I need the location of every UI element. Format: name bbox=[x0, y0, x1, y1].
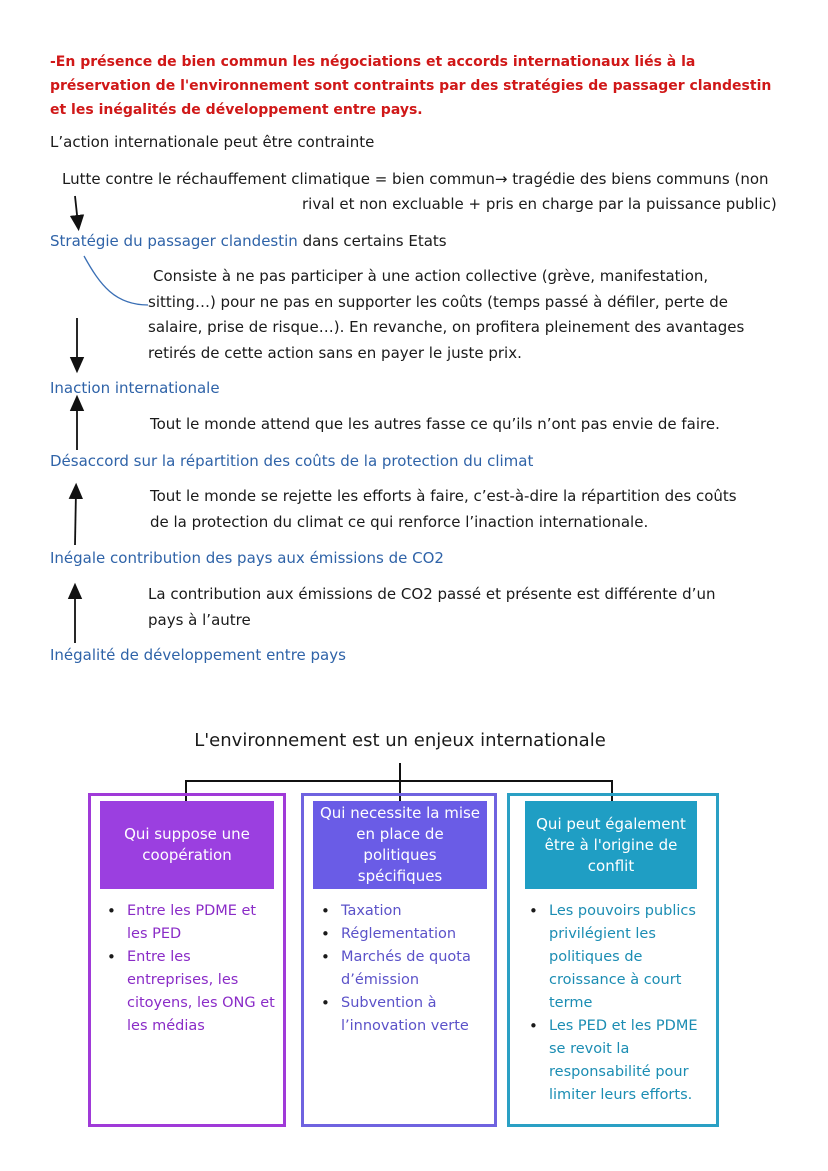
list-item: • Marchés de quota d’émission bbox=[315, 946, 490, 992]
arrow-down-lutte bbox=[75, 196, 78, 224]
inegale-text: La contribution aux émissions de CO2 passé et présente est différente d’un pays à l’autre bbox=[148, 585, 716, 629]
box-conflit-heading: Qui peut également être à l'origine de conflit bbox=[525, 801, 697, 889]
box-cooperation bbox=[88, 793, 286, 1127]
list-item: • Les PED et les PDME se revoit la responsabilité pour limiter leurs efforts. bbox=[523, 1015, 708, 1107]
box-politiques-list bbox=[315, 900, 490, 1038]
strategie-term: Stratégie du passager clandestin bbox=[50, 232, 298, 250]
list-item: • Entre les PDME et les PED bbox=[101, 900, 276, 946]
arrow-up-inegale bbox=[75, 490, 76, 545]
box-conflit bbox=[507, 793, 719, 1127]
curve-connector bbox=[84, 256, 148, 305]
box-conflit-list bbox=[523, 900, 708, 1107]
box-politiques bbox=[301, 793, 497, 1127]
box-cooperation-list bbox=[101, 900, 276, 1038]
intro-text: -En présence de bien commun les négociations et accords internationaux liés à la préservation de l'environnement sont contraints par des stratégies de passager clandestin et les inégalités de développement entre pays. bbox=[50, 54, 772, 118]
list-item: • Réglementation bbox=[315, 923, 490, 946]
inegale-term: Inégale contribution des pays aux émissions de CO2 bbox=[50, 549, 444, 567]
box-cooperation-heading: Qui suppose une coopération bbox=[100, 801, 274, 889]
inaction-term: Inaction internationale bbox=[50, 379, 220, 397]
strategie-line bbox=[50, 229, 447, 254]
desaccord-term: Désaccord sur la répartition des coûts de la protection du climat bbox=[50, 452, 534, 470]
strategie-rest: dans certains Etats bbox=[297, 232, 447, 250]
lutte-line-1: Lutte contre le réchauffement climatique = bien commun→ tragédie des biens communs (non bbox=[62, 170, 769, 188]
lutte-line-2: rival et non excluable + pris en charge par la puissance public) bbox=[302, 195, 777, 213]
inaction-text: Tout le monde attend que les autres fasse ce qu’ils n’ont pas envie de faire. bbox=[150, 415, 720, 433]
list-item: • Subvention à l’innovation verte bbox=[315, 992, 490, 1038]
desaccord-text: Tout le monde se rejette les efforts à faire, c’est-à-dire la répartition des coûts de la protection du climat ce qui renforce l’inaction internationale. bbox=[150, 487, 737, 531]
strategie-definition: Consiste à ne pas participer à une action collective (grève, manifestation, sitting…) pour ne pas en supporter les coûts (temps passé à défiler, perte de salaire, prise de risque…). En revanche, on profitera pleinement des avantages retirés de cette action sans en payer le juste prix. bbox=[148, 267, 745, 362]
inegalite-term: Inégalité de développement entre pays bbox=[50, 646, 346, 664]
list-item: • Entre les entreprises, les citoyens, les ONG et les médias bbox=[101, 946, 276, 1038]
list-item: • Les pouvoirs publics privilégient les politiques de croissance à court terme bbox=[523, 900, 708, 1015]
box-politiques-heading: Qui necessite la mise en place de politiques spécifiques bbox=[313, 801, 487, 889]
list-item: • Taxation bbox=[315, 900, 490, 923]
action-line: L’action internationale peut être contrainte bbox=[50, 133, 375, 151]
diagram-title: L'environnement est un enjeux internationale bbox=[194, 730, 606, 751]
